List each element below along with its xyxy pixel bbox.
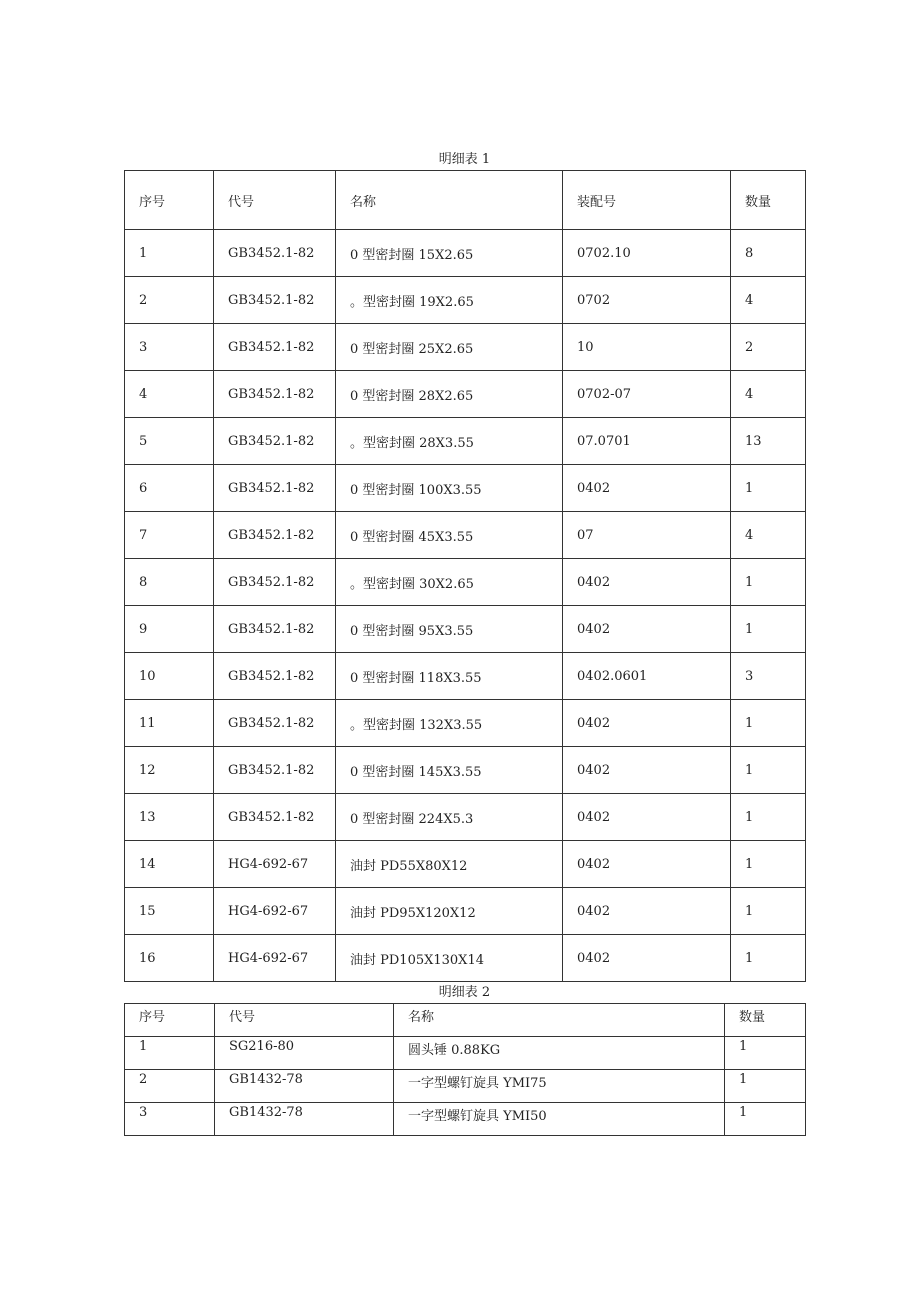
column-header: 代号 [214,171,336,230]
table-cell: 16 [125,935,214,982]
table-cell: 0702.10 [563,230,731,277]
table-row [125,841,806,888]
table-cell: 一字型螺钉旋具 YMI75 [394,1070,725,1103]
table-cell: 2 [125,1070,215,1103]
table-cell: 0 型密封圈 28X2.65 [336,371,563,418]
table-cell: 1 [731,841,806,888]
table-cell: 07 [563,512,731,559]
parts-list-table-1 [124,170,806,982]
table1-caption: 明细表 1 [438,152,491,167]
table-row [125,606,806,653]
table-cell: 0 型密封圈 118X3.55 [336,653,563,700]
table-cell: 5 [125,418,214,465]
table-row [125,888,806,935]
table-row [125,324,806,371]
table-cell: 15 [125,888,214,935]
table-cell: 0 型密封圈 45X3.55 [336,512,563,559]
table-cell: 4 [731,277,806,324]
table-cell: GB3452.1-82 [214,465,336,512]
table-cell: 13 [125,794,214,841]
column-header: 名称 [394,1004,725,1037]
table-row [125,418,806,465]
table-row [125,1103,806,1136]
table-cell: 油封 PD95X120X12 [336,888,563,935]
table-cell: 9 [125,606,214,653]
table-cell: 1 [731,888,806,935]
table-cell: 0402 [563,794,731,841]
table-cell: 4 [731,371,806,418]
table-cell: 0402 [563,465,731,512]
table-cell: 1 [731,700,806,747]
table-cell: 1 [731,465,806,512]
table-cell: 11 [125,700,214,747]
table-cell: 1 [731,935,806,982]
parts-list-table-2 [124,1003,806,1136]
table-cell: 12 [125,747,214,794]
table-cell: GB3452.1-82 [214,277,336,324]
table-cell: 0402 [563,888,731,935]
column-header: 数量 [731,171,806,230]
table-row [125,277,806,324]
table-row [125,794,806,841]
table-cell: GB3452.1-82 [214,324,336,371]
table-cell: GB3452.1-82 [214,653,336,700]
table-cell: 。型密封圈 132X3.55 [336,700,563,747]
table-cell: 1 [125,1037,215,1070]
table-cell: 0402 [563,606,731,653]
table-cell: 油封 PD105X130X14 [336,935,563,982]
table-cell: GB3452.1-82 [214,794,336,841]
table-cell: 。型密封圈 19X2.65 [336,277,563,324]
table-cell: 0402 [563,747,731,794]
table-cell: 0402 [563,841,731,888]
column-header: 序号 [125,1004,215,1037]
table-cell: 0402 [563,559,731,606]
table-cell: HG4-692-67 [214,935,336,982]
column-header: 名称 [336,171,563,230]
table-cell: GB3452.1-82 [214,371,336,418]
column-header: 数量 [725,1004,806,1037]
table-cell: GB3452.1-82 [214,512,336,559]
table-cell: 。型密封圈 28X3.55 [336,418,563,465]
table-row [125,653,806,700]
table-cell: 14 [125,841,214,888]
table-cell: 0702 [563,277,731,324]
table-cell: 0 型密封圈 95X3.55 [336,606,563,653]
table-cell: 8 [125,559,214,606]
table-cell: 1 [725,1103,806,1136]
table-row [125,371,806,418]
table-cell: 10 [125,653,214,700]
table-cell: GB3452.1-82 [214,700,336,747]
table-cell: 8 [731,230,806,277]
table-cell: 1 [725,1070,806,1103]
table-cell: 4 [731,512,806,559]
table-cell: GB3452.1-82 [214,230,336,277]
table-cell: 1 [725,1037,806,1070]
table-cell: GB3452.1-82 [214,747,336,794]
table-row [125,512,806,559]
table-cell: GB1432-78 [215,1103,394,1136]
table-cell: 0402.0601 [563,653,731,700]
table-cell: 1 [125,230,214,277]
table-row [125,230,806,277]
table-cell: GB3452.1-82 [214,418,336,465]
table-cell: 一字型螺钉旋具 YMI50 [394,1103,725,1136]
table-cell: 1 [731,606,806,653]
table-cell: 。型密封圈 30X2.65 [336,559,563,606]
table-cell: SG216-80 [215,1037,394,1070]
table-cell: 0702-07 [563,371,731,418]
table-cell: HG4-692-67 [214,841,336,888]
table-cell: 07.0701 [563,418,731,465]
table-row [125,747,806,794]
column-header: 代号 [215,1004,394,1037]
table-cell: 圆头锤 0.88KG [394,1037,725,1070]
table2-caption: 明细表 2 [438,985,491,1000]
column-header: 装配号 [563,171,731,230]
table-cell: 0 型密封圈 224X5.3 [336,794,563,841]
table-header-row [125,171,806,230]
table-cell: 4 [125,371,214,418]
table-cell: 1 [731,747,806,794]
column-header: 序号 [125,171,214,230]
table-cell: 1 [731,794,806,841]
table-cell: GB3452.1-82 [214,559,336,606]
table-row [125,700,806,747]
table-cell: 3 [125,324,214,371]
table-cell: 3 [125,1103,215,1136]
table-row [125,559,806,606]
table-cell: GB3452.1-82 [214,606,336,653]
table-row [125,1037,806,1070]
table-row [125,465,806,512]
table-cell: 0402 [563,700,731,747]
table-cell: 0 型密封圈 100X3.55 [336,465,563,512]
table-header-row [125,1004,806,1037]
table-cell: 油封 PD55X80X12 [336,841,563,888]
table-cell: 0 型密封圈 145X3.55 [336,747,563,794]
table-row [125,1070,806,1103]
table-row [125,935,806,982]
table-cell: GB1432-78 [215,1070,394,1103]
table-cell: 13 [731,418,806,465]
table-cell: 0 型密封圈 25X2.65 [336,324,563,371]
table-cell: 10 [563,324,731,371]
table-cell: 6 [125,465,214,512]
table-cell: 0 型密封圈 15X2.65 [336,230,563,277]
table-cell: 2 [125,277,214,324]
table-cell: 7 [125,512,214,559]
table-cell: 2 [731,324,806,371]
table-cell: 0402 [563,935,731,982]
table-cell: HG4-692-67 [214,888,336,935]
table-cell: 3 [731,653,806,700]
table-cell: 1 [731,559,806,606]
